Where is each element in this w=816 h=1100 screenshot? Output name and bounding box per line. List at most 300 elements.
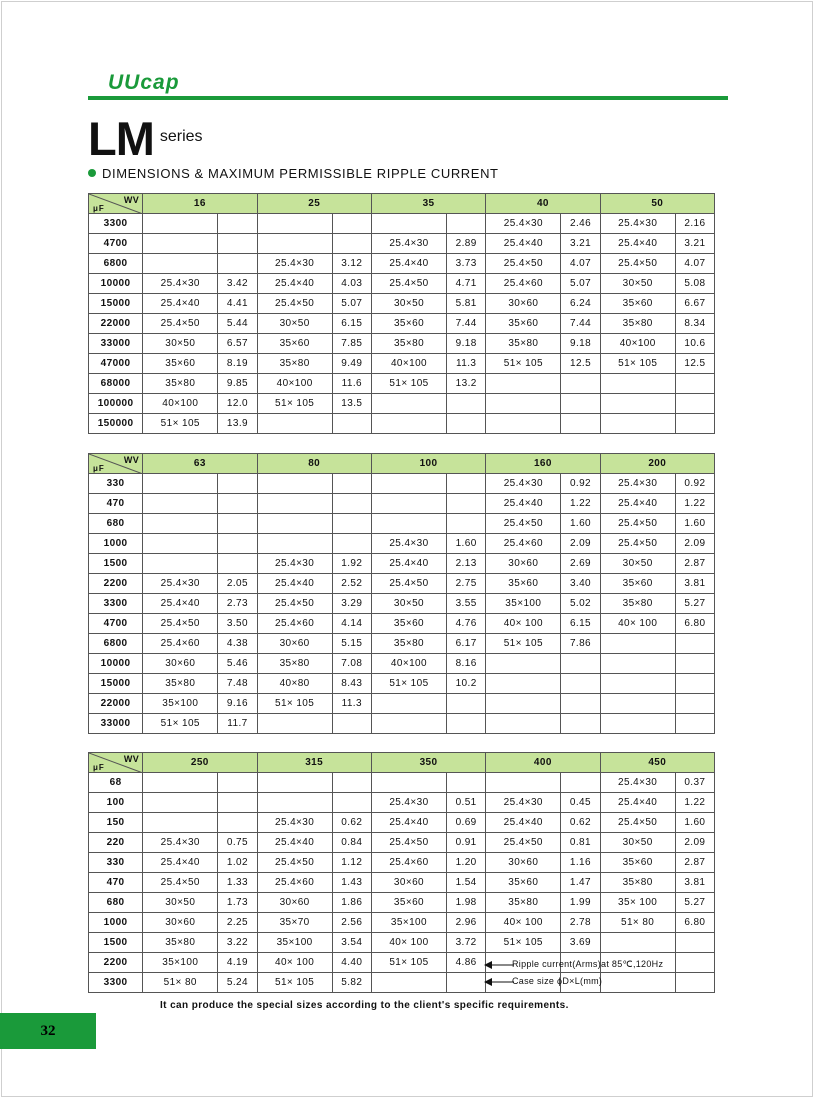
- brand-logo: UUcap: [108, 71, 180, 94]
- capacitance-cell: 100000: [89, 394, 143, 414]
- capacitance-cell: 680: [89, 893, 143, 913]
- capacitance-cell: 33000: [89, 334, 143, 354]
- capacitance-cell: 47000: [89, 354, 143, 374]
- case-size-cell: [257, 214, 332, 234]
- ripple-current-cell: [332, 714, 371, 734]
- case-size-cell: 25.4×40: [600, 793, 675, 813]
- case-size-cell: 30×60: [486, 294, 561, 314]
- ripple-current-cell: 4.14: [332, 614, 371, 634]
- case-size-cell: 35×80: [600, 873, 675, 893]
- voltage-header: 450: [600, 753, 714, 773]
- ripple-current-cell: [332, 514, 371, 534]
- ripple-current-cell: 3.29: [332, 594, 371, 614]
- ripple-current-cell: 7.86: [561, 634, 600, 654]
- case-size-cell: 25.4×50: [257, 853, 332, 873]
- ripple-current-cell: 2.56: [332, 913, 371, 933]
- case-size-cell: 25.4×40: [486, 813, 561, 833]
- table-row: [89, 893, 715, 913]
- case-size-cell: 51× 105: [486, 933, 561, 953]
- case-size-cell: [143, 234, 218, 254]
- ripple-current-cell: [675, 674, 714, 694]
- ripple-current-cell: 1.16: [561, 853, 600, 873]
- case-size-cell: 25.4×50: [600, 813, 675, 833]
- case-size-cell: 30×50: [600, 554, 675, 574]
- case-size-cell: 30×60: [143, 913, 218, 933]
- case-size-cell: [143, 254, 218, 274]
- ripple-current-cell: 3.50: [218, 614, 257, 634]
- corner-cell: [89, 194, 143, 214]
- ripple-current-cell: 1.43: [332, 873, 371, 893]
- ripple-current-cell: 4.07: [675, 254, 714, 274]
- table-row: [89, 913, 715, 933]
- case-size-cell: [486, 414, 561, 434]
- ripple-current-cell: 11.6: [332, 374, 371, 394]
- ripple-current-cell: [675, 933, 714, 953]
- case-size-cell: 35× 100: [600, 893, 675, 913]
- table-row: [89, 714, 715, 734]
- case-size-cell: [257, 234, 332, 254]
- case-size-cell: 51× 105: [371, 953, 446, 973]
- voltage-header: 400: [486, 753, 600, 773]
- ripple-current-cell: 11.7: [218, 714, 257, 734]
- case-size-cell: 51× 80: [600, 913, 675, 933]
- ripple-current-cell: 1.86: [332, 893, 371, 913]
- case-size-cell: 25.4×30: [371, 793, 446, 813]
- ripple-current-cell: 2.75: [447, 574, 486, 594]
- ripple-current-cell: 1.60: [447, 534, 486, 554]
- case-size-cell: [257, 773, 332, 793]
- wv-label: WV: [123, 754, 140, 764]
- case-size-cell: 25.4×40: [371, 813, 446, 833]
- ripple-current-cell: 9.49: [332, 354, 371, 374]
- ripple-current-cell: 2.13: [447, 554, 486, 574]
- case-size-cell: 25.4×60: [486, 274, 561, 294]
- case-size-cell: [143, 474, 218, 494]
- case-size-cell: [371, 773, 446, 793]
- ripple-current-cell: 5.02: [561, 594, 600, 614]
- table-row: [89, 394, 715, 414]
- ripple-current-cell: [561, 674, 600, 694]
- ripple-current-cell: [447, 714, 486, 734]
- voltage-header: 50: [600, 194, 714, 214]
- table-row: [89, 933, 715, 953]
- case-size-cell: 25.4×40: [600, 494, 675, 514]
- ripple-current-cell: 0.81: [561, 833, 600, 853]
- ripple-current-cell: [332, 214, 371, 234]
- voltage-header-row: [89, 753, 715, 773]
- ripple-current-cell: 6.80: [675, 913, 714, 933]
- case-size-cell: 25.4×50: [143, 314, 218, 334]
- case-size-cell: 51× 105: [143, 714, 218, 734]
- case-size-cell: [143, 773, 218, 793]
- ripple-current-cell: 1.22: [675, 494, 714, 514]
- table-row: [89, 694, 715, 714]
- case-size-cell: 25.4×50: [600, 254, 675, 274]
- footnote: It can produce the special sizes according to the client's specific requirements.: [160, 1000, 569, 1011]
- ripple-current-cell: 6.24: [561, 294, 600, 314]
- case-size-cell: 25.4×30: [486, 793, 561, 813]
- ripple-current-cell: 7.44: [561, 314, 600, 334]
- case-size-cell: 51× 80: [143, 973, 218, 993]
- case-size-cell: 35×80: [143, 933, 218, 953]
- capacitance-cell: 22000: [89, 694, 143, 714]
- header-rule: [88, 96, 728, 100]
- case-size-cell: 25.4×40: [257, 574, 332, 594]
- case-size-cell: 30×60: [486, 554, 561, 574]
- ripple-current-cell: 7.85: [332, 334, 371, 354]
- ripple-current-cell: 2.46: [561, 214, 600, 234]
- ripple-current-cell: [218, 234, 257, 254]
- case-size-cell: 35×60: [486, 574, 561, 594]
- ripple-current-cell: 2.89: [447, 234, 486, 254]
- case-size-cell: 25.4×50: [371, 274, 446, 294]
- case-annotation-text: Case size ϕD×L(mm): [512, 976, 603, 986]
- case-size-cell: [143, 534, 218, 554]
- case-size-cell: 25.4×40: [257, 833, 332, 853]
- ripple-current-cell: 1.73: [218, 893, 257, 913]
- capacitance-cell: 1000: [89, 913, 143, 933]
- ripple-current-cell: [218, 554, 257, 574]
- ripple-current-cell: [675, 973, 714, 993]
- ripple-current-cell: 1.60: [675, 813, 714, 833]
- capacitance-cell: 3300: [89, 214, 143, 234]
- ripple-current-cell: 9.16: [218, 694, 257, 714]
- ripple-current-cell: 5.27: [675, 893, 714, 913]
- ripple-current-cell: 4.07: [561, 254, 600, 274]
- bullet-icon: [88, 169, 96, 177]
- case-size-cell: [143, 514, 218, 534]
- ripple-current-cell: 10.2: [447, 674, 486, 694]
- capacitance-cell: 470: [89, 873, 143, 893]
- section-title-text: DIMENSIONS & MAXIMUM PERMISSIBLE RIPPLE CURRENT: [102, 166, 499, 181]
- case-size-cell: 40× 100: [486, 614, 561, 634]
- ripple-current-cell: [218, 214, 257, 234]
- capacitance-cell: 15000: [89, 674, 143, 694]
- case-size-cell: 51× 105: [143, 414, 218, 434]
- case-size-cell: 35×70: [257, 913, 332, 933]
- ripple-current-cell: 1.60: [561, 514, 600, 534]
- case-size-cell: 25.4×30: [257, 554, 332, 574]
- table-row: [89, 574, 715, 594]
- spec-table-2: [88, 453, 715, 734]
- table-row: [89, 214, 715, 234]
- case-size-cell: 25.4×50: [143, 873, 218, 893]
- case-size-cell: 40×100: [600, 334, 675, 354]
- corner-cell: [89, 454, 143, 474]
- case-size-cell: 25.4×40: [143, 853, 218, 873]
- ripple-current-cell: 0.75: [218, 833, 257, 853]
- spec-table-1: [88, 193, 715, 434]
- case-size-cell: 30×50: [371, 594, 446, 614]
- case-size-cell: 25.4×50: [486, 833, 561, 853]
- ripple-current-cell: 6.67: [675, 294, 714, 314]
- ripple-current-cell: 8.19: [218, 354, 257, 374]
- wv-label: WV: [123, 455, 140, 465]
- case-size-cell: 25.4×30: [486, 474, 561, 494]
- ripple-current-cell: 0.62: [332, 813, 371, 833]
- case-size-cell: 25.4×30: [600, 474, 675, 494]
- ripple-current-cell: 9.85: [218, 374, 257, 394]
- ripple-current-cell: 5.82: [332, 973, 371, 993]
- case-size-cell: 25.4×50: [257, 594, 332, 614]
- case-size-cell: [257, 714, 332, 734]
- case-size-cell: [600, 634, 675, 654]
- capacitance-cell: 22000: [89, 314, 143, 334]
- case-size-cell: [600, 694, 675, 714]
- table-row: [89, 634, 715, 654]
- ripple-current-cell: 0.37: [675, 773, 714, 793]
- case-size-cell: 51× 105: [600, 354, 675, 374]
- case-size-cell: 25.4×40: [143, 294, 218, 314]
- case-size-cell: 40×100: [143, 394, 218, 414]
- case-size-cell: 25.4×50: [486, 514, 561, 534]
- ripple-current-cell: 1.20: [447, 853, 486, 873]
- ripple-current-cell: 2.87: [675, 853, 714, 873]
- capacitance-cell: 1500: [89, 933, 143, 953]
- ripple-current-cell: 3.55: [447, 594, 486, 614]
- case-size-cell: 35×80: [143, 674, 218, 694]
- case-size-cell: 35×80: [486, 893, 561, 913]
- voltage-header-row: [89, 454, 715, 474]
- ripple-current-cell: 3.40: [561, 574, 600, 594]
- ripple-current-cell: 5.27: [675, 594, 714, 614]
- case-size-cell: [600, 394, 675, 414]
- ripple-current-cell: 0.84: [332, 833, 371, 853]
- capacitance-cell: 1500: [89, 554, 143, 574]
- case-size-cell: 35×80: [371, 334, 446, 354]
- ripple-current-cell: [561, 714, 600, 734]
- ripple-current-cell: 3.42: [218, 274, 257, 294]
- case-size-cell: 25.4×50: [600, 514, 675, 534]
- case-size-cell: 30×60: [371, 873, 446, 893]
- ripple-current-cell: 3.22: [218, 933, 257, 953]
- ripple-current-cell: [332, 793, 371, 813]
- case-size-cell: 25.4×40: [486, 234, 561, 254]
- series-name: LM: [88, 112, 154, 165]
- capacitance-cell: 6800: [89, 254, 143, 274]
- case-size-cell: 25.4×40: [257, 274, 332, 294]
- table-row: [89, 654, 715, 674]
- ripple-current-cell: [218, 793, 257, 813]
- ripple-current-cell: 2.05: [218, 574, 257, 594]
- case-size-cell: 40×100: [371, 354, 446, 374]
- uf-label: μF: [93, 763, 105, 772]
- capacitance-cell: 10000: [89, 654, 143, 674]
- ripple-current-cell: 2.78: [561, 913, 600, 933]
- ripple-current-cell: [218, 813, 257, 833]
- case-size-cell: 35×100: [486, 594, 561, 614]
- ripple-current-cell: 6.57: [218, 334, 257, 354]
- case-size-cell: 25.4×30: [371, 234, 446, 254]
- case-size-cell: 30×60: [143, 654, 218, 674]
- case-size-cell: 25.4×30: [257, 813, 332, 833]
- case-size-cell: 25.4×40: [143, 594, 218, 614]
- capacitance-cell: 68000: [89, 374, 143, 394]
- case-size-cell: [257, 474, 332, 494]
- ripple-current-cell: [332, 534, 371, 554]
- case-size-cell: [257, 793, 332, 813]
- case-size-cell: 25.4×30: [143, 274, 218, 294]
- ripple-current-cell: [332, 474, 371, 494]
- ripple-current-cell: 13.9: [218, 414, 257, 434]
- case-size-cell: 25.4×50: [371, 574, 446, 594]
- capacitance-cell: 470: [89, 494, 143, 514]
- ripple-current-cell: [218, 474, 257, 494]
- voltage-header: 315: [257, 753, 371, 773]
- capacitance-cell: 68: [89, 773, 143, 793]
- case-size-cell: 35×60: [486, 873, 561, 893]
- ripple-current-cell: 3.54: [332, 933, 371, 953]
- case-size-cell: [371, 214, 446, 234]
- ripple-current-cell: 1.47: [561, 873, 600, 893]
- table-row: [89, 554, 715, 574]
- case-size-cell: 30×50: [371, 294, 446, 314]
- ripple-current-cell: [675, 374, 714, 394]
- corner-cell: [89, 753, 143, 773]
- capacitance-cell: 6800: [89, 634, 143, 654]
- case-size-cell: 30×50: [600, 274, 675, 294]
- ripple-current-cell: 3.81: [675, 873, 714, 893]
- case-size-cell: 35×100: [257, 933, 332, 953]
- ripple-current-cell: 2.09: [561, 534, 600, 554]
- ripple-current-cell: 5.08: [675, 274, 714, 294]
- ripple-current-cell: 1.02: [218, 853, 257, 873]
- case-size-cell: 30×60: [486, 853, 561, 873]
- case-size-cell: 30×50: [143, 334, 218, 354]
- ripple-current-cell: [675, 414, 714, 434]
- case-size-cell: 35×80: [371, 634, 446, 654]
- case-size-cell: [143, 793, 218, 813]
- capacitance-cell: 100: [89, 793, 143, 813]
- capacitance-cell: 3300: [89, 973, 143, 993]
- case-size-cell: 25.4×50: [486, 254, 561, 274]
- ripple-current-cell: [561, 654, 600, 674]
- case-size-cell: 25.4×50: [257, 294, 332, 314]
- case-size-cell: [600, 654, 675, 674]
- case-size-cell: 51× 105: [486, 354, 561, 374]
- ripple-current-cell: 12.0: [218, 394, 257, 414]
- ripple-current-cell: 12.5: [561, 354, 600, 374]
- case-size-cell: 35×60: [371, 893, 446, 913]
- case-size-cell: 35×60: [600, 853, 675, 873]
- case-size-cell: [143, 554, 218, 574]
- ripple-current-cell: 2.25: [218, 913, 257, 933]
- ripple-current-cell: 4.86: [447, 953, 486, 973]
- ripple-current-cell: 2.73: [218, 594, 257, 614]
- case-size-cell: 30×50: [143, 893, 218, 913]
- section-title: [88, 166, 499, 181]
- ripple-current-cell: 7.08: [332, 654, 371, 674]
- case-size-cell: 30×60: [257, 893, 332, 913]
- table-row: [89, 514, 715, 534]
- ripple-annotation-text: Ripple current(Arms)at 85℃,120Hz: [512, 959, 664, 969]
- ripple-current-cell: 5.15: [332, 634, 371, 654]
- capacitance-cell: 150000: [89, 414, 143, 434]
- ripple-current-cell: 4.76: [447, 614, 486, 634]
- ripple-current-cell: [218, 514, 257, 534]
- arrow-left-icon: [484, 977, 514, 987]
- ripple-current-cell: [332, 773, 371, 793]
- case-size-cell: 40× 100: [486, 913, 561, 933]
- case-size-cell: [371, 394, 446, 414]
- capacitance-cell: 330: [89, 474, 143, 494]
- case-size-cell: 51× 105: [486, 634, 561, 654]
- ripple-current-cell: [675, 654, 714, 674]
- ripple-current-cell: 1.54: [447, 873, 486, 893]
- ripple-current-cell: 1.33: [218, 873, 257, 893]
- capacitance-cell: 150: [89, 813, 143, 833]
- case-size-cell: [257, 414, 332, 434]
- ripple-current-cell: 3.73: [447, 254, 486, 274]
- ripple-current-cell: 3.69: [561, 933, 600, 953]
- case-size-cell: 35×80: [600, 594, 675, 614]
- ripple-current-cell: [447, 414, 486, 434]
- case-size-cell: 35×100: [371, 913, 446, 933]
- ripple-current-cell: 0.51: [447, 793, 486, 813]
- capacitance-cell: 2200: [89, 953, 143, 973]
- capacitance-cell: 15000: [89, 294, 143, 314]
- ripple-current-cell: 7.48: [218, 674, 257, 694]
- page-number: 32: [0, 1013, 96, 1049]
- case-size-cell: [371, 414, 446, 434]
- table-row: [89, 873, 715, 893]
- ripple-current-cell: 4.41: [218, 294, 257, 314]
- ripple-current-cell: 6.15: [561, 614, 600, 634]
- ripple-current-cell: 0.91: [447, 833, 486, 853]
- case-size-cell: 25.4×40: [371, 554, 446, 574]
- ripple-current-cell: 9.18: [447, 334, 486, 354]
- ripple-current-cell: [675, 634, 714, 654]
- ripple-current-cell: [675, 953, 714, 973]
- table-row: [89, 334, 715, 354]
- case-size-cell: 51× 105: [371, 374, 446, 394]
- ripple-current-cell: [447, 514, 486, 534]
- spec-table-3: [88, 752, 715, 993]
- case-size-cell: 40× 100: [257, 953, 332, 973]
- ripple-current-cell: [218, 254, 257, 274]
- ripple-current-cell: 11.3: [332, 694, 371, 714]
- case-size-cell: [600, 933, 675, 953]
- table-row: [89, 973, 715, 993]
- table-row: [89, 773, 715, 793]
- ripple-current-cell: 13.2: [447, 374, 486, 394]
- case-size-cell: [486, 394, 561, 414]
- ripple-current-cell: 3.72: [447, 933, 486, 953]
- case-size-cell: [257, 494, 332, 514]
- ripple-current-cell: 8.43: [332, 674, 371, 694]
- capacitance-cell: 3300: [89, 594, 143, 614]
- case-size-cell: 35×100: [143, 953, 218, 973]
- voltage-header: 200: [600, 454, 714, 474]
- case-size-cell: [486, 654, 561, 674]
- ripple-current-cell: 0.92: [561, 474, 600, 494]
- uf-label: μF: [93, 204, 105, 213]
- case-size-cell: [486, 714, 561, 734]
- voltage-header: 350: [371, 753, 485, 773]
- voltage-header: 100: [371, 454, 485, 474]
- case-size-cell: 25.4×40: [600, 234, 675, 254]
- case-size-cell: 25.4×50: [371, 833, 446, 853]
- table-row: [89, 594, 715, 614]
- case-size-cell: 30×50: [257, 314, 332, 334]
- case-size-cell: [371, 494, 446, 514]
- ripple-current-cell: 4.40: [332, 953, 371, 973]
- case-size-cell: 51× 105: [257, 694, 332, 714]
- case-size-cell: 25.4×30: [371, 534, 446, 554]
- ripple-current-cell: 8.16: [447, 654, 486, 674]
- ripple-current-cell: 0.69: [447, 813, 486, 833]
- case-size-cell: 40× 100: [371, 933, 446, 953]
